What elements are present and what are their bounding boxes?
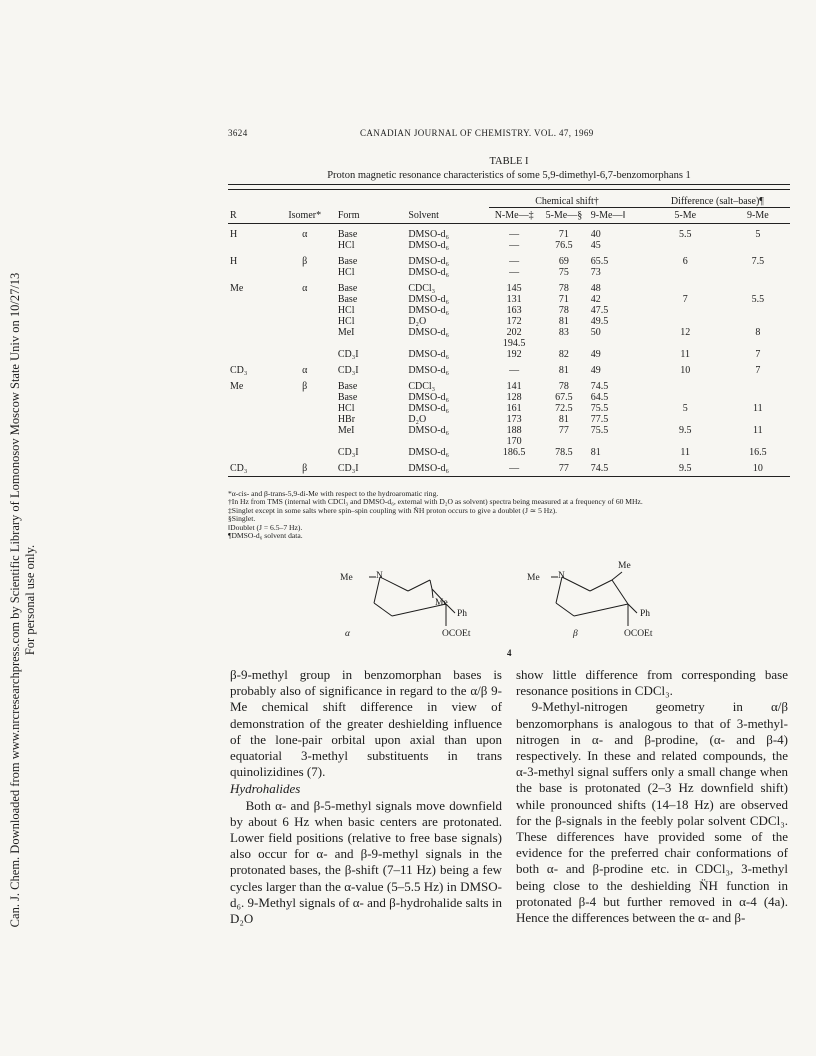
- cell-9-me: 74.5: [589, 458, 645, 477]
- cell-r: [228, 447, 274, 458]
- paragraph: β-9-methyl group in benzomorphan bases is probably also of significance in regard to the α/β 9-Me chemical shift difference in view of demonstration of the greater deshielding influence of the lone-pair orbital upon axial than upon equatorial 3-methyl substituents in trans quinolizidines (7).: [230, 667, 502, 780]
- cell-n-me: 145 131 163 172 202 194.5: [502, 283, 526, 349]
- cell-5-me: 71 76.5: [555, 229, 573, 251]
- alpha-ph-label: Ph: [457, 609, 468, 619]
- footnote: ¶DMSO-d₆ solvent data.: [228, 531, 303, 541]
- cell-diff-9-me: 7.5: [751, 256, 765, 267]
- cell-5-me: 78 71 78 81 83: [558, 283, 569, 338]
- table-row: [228, 224, 790, 252]
- cell-diff-5-me: 10: [680, 365, 691, 376]
- cell-5-me: 77: [539, 458, 589, 477]
- paragraph: Both α- and β-5-methyl signals move downfield by about 6 Hz when basic centers are protonated. Lower field positions (relative to free base signals) also occur for α- and β-9-methyl signals in the protonated bases, the β-shift (7–11 Hz) being a few cycles larger than the α-value (5–5.5 Hz) in DMSO-d₆. 9-Methyl signals of α- and β-hydrohalide salts in D₂O: [230, 797, 502, 927]
- cell-form: CD₃I: [337, 447, 359, 458]
- cell-n-me: 141 128 161 173 188 170: [506, 381, 522, 447]
- alpha-n-atom: N: [376, 571, 383, 581]
- beta-ph-label: Ph: [640, 609, 651, 619]
- paragraph: 9-Methyl-nitrogen geometry in α/β benzomorphans is analogous to that of 3-methyl-nitrogen in α- and β-prodine, (α- and β-4) respectively. In these and related compounds, the α-3-methyl signal suffers only a small change when the base is protonated (2–3 Hz downfield shift) while pronounced shifts (14–18 Hz) are observed for the β-signals in the feebly polar solvent CDCl₃. These differences have provided some of the evidence for the preferred chair conformations of both α- and β-prodine etc. in CDCl₃, 3-methyl being close to the deshielding N̈H function in protonated β-4 but further removed in α-4 (4a). Hence the differences between the α- and β-: [516, 699, 788, 926]
- cell-5-me: 82: [558, 349, 569, 360]
- watermark-line-1: Can. J. Chem. Downloaded from www.nrcresearchpress.com by Scientific Library of Lomonosov Moscow State Univ on 10/27/13: [8, 272, 22, 928]
- cell-isomer: β: [302, 256, 308, 267]
- beta-n-atom: N: [558, 571, 565, 581]
- cell-r: Me: [230, 283, 244, 294]
- cell-n-me: —: [509, 365, 520, 376]
- cell-n-me: 192: [506, 349, 522, 360]
- prodine-structures: [0, 558, 816, 658]
- cell-diff-5-me: 11: [680, 447, 691, 458]
- cell-form: Base Base HCl HCl MeI: [337, 283, 358, 338]
- body-column-left: [230, 667, 502, 927]
- alpha-me-label: Me: [435, 598, 448, 608]
- col-header-n-me: N-Me—‡: [489, 208, 539, 224]
- cell-r: H: [230, 256, 238, 267]
- footnote: †In Hz from TMS (internal with CDCl₃ and DMSO-d₆, external with D₂O as solvent) spectra being measured at a frequency of 60 MHz.: [228, 497, 643, 507]
- cell-isomer: β: [274, 458, 336, 477]
- cell-n-me: — —: [509, 229, 520, 251]
- beta-me-n-label: Me: [527, 573, 540, 583]
- alpha-me-n-label: Me: [340, 573, 353, 583]
- cell-diff-9-me: 16.5: [749, 447, 767, 458]
- footnote: ‡Singlet except in some salts where spin–spin coupling with N̈H proton occurs to give a doublet (J ≃ 5 Hz).: [228, 505, 558, 515]
- cell-isomer: α: [302, 283, 308, 294]
- cell-9-me: 49: [590, 365, 601, 376]
- cell-n-me: —: [489, 458, 539, 477]
- cell-diff-5-me: 6: [682, 256, 688, 267]
- beta-ester-label: OCOEt: [624, 629, 653, 639]
- col-header-solvent: Solvent: [406, 208, 489, 224]
- cell-diff-9-me: 10: [726, 458, 790, 477]
- table-row: [228, 376, 790, 447]
- cell-solvent: DMSO-d₆: [408, 349, 450, 360]
- cell-diff-9-me: 5: [755, 229, 761, 240]
- cell-diff-9-me: 5.5 8: [751, 294, 765, 338]
- download-watermark: [0, 0, 46, 1056]
- cell-r: H: [230, 229, 238, 240]
- cell-diff-9-me: 7: [755, 349, 761, 360]
- cell-solvent: DMSO-d₆ DMSO-d₆: [408, 229, 450, 251]
- cell-isomer: α: [302, 365, 308, 376]
- cell-9-me: 49: [590, 349, 601, 360]
- cell-solvent: DMSO-d₆: [406, 458, 489, 477]
- col-header-form: Form: [336, 208, 407, 224]
- col-header-diff-9-me: 9-Me: [726, 208, 790, 224]
- cell-5-me: 78.5: [555, 447, 573, 458]
- cell-form: CD₃I: [337, 365, 359, 376]
- cell-r: CD₃: [228, 458, 274, 477]
- table-label: TABLE I: [489, 156, 529, 167]
- alpha-ester-label: OCOEt: [442, 629, 471, 639]
- cell-diff-5-me: 5 9.5: [678, 403, 692, 436]
- col-header-5-me: 5-Me—§: [539, 208, 589, 224]
- footnote: *α-cis- and β-trans-5,9-di-Me with respect to the hydroaromatic ring.: [228, 489, 439, 498]
- cell-diff-5-me: 7 12: [680, 294, 691, 338]
- footnote: §Singlet.: [228, 514, 256, 524]
- table-row: [228, 447, 790, 458]
- cell-5-me: 81: [558, 365, 569, 376]
- cell-form: CD₃I: [337, 349, 359, 360]
- cell-form: CD₃I: [336, 458, 407, 477]
- cell-solvent: CDCl₃ DMSO-d₆ DMSO-d₆ D₂O DMSO-d₆: [408, 283, 450, 338]
- body-column-right: [516, 667, 788, 926]
- cell-9-me: 81: [590, 447, 601, 458]
- watermark-line-2: For personal use only.: [23, 544, 37, 656]
- cell-isomer: [274, 447, 336, 458]
- cell-isomer: β: [302, 381, 308, 392]
- cell-diff-9-me: 11 11: [753, 403, 763, 436]
- col-header-r: R: [228, 208, 274, 224]
- cell-solvent: DMSO-d₆: [408, 365, 450, 376]
- table-row: [228, 458, 790, 477]
- cell-r: CD₃: [230, 365, 248, 376]
- col-header-9-me: 9-Me—‖: [589, 208, 645, 224]
- cell-solvent: DMSO-d₆: [408, 447, 450, 458]
- group-header-chemical-shift: Chemical shift†: [489, 193, 645, 208]
- table-row: [228, 251, 790, 278]
- col-header-isomer: Isomer*: [274, 208, 336, 224]
- compound-number: 4: [507, 648, 512, 658]
- cell-form: Base HCl: [337, 229, 358, 251]
- beta-label: β: [573, 629, 578, 639]
- col-header-diff-5-me: 5-Me: [645, 208, 726, 224]
- table-row: [228, 349, 790, 360]
- cell-diff-5-me: 5.5: [678, 229, 692, 240]
- table-footnotes: [228, 490, 790, 540]
- cell-9-me: 40 45: [590, 229, 601, 251]
- footnote: ‖Doublet (J = 6.5–7 Hz).: [228, 522, 303, 532]
- cell-diff-9-me: 7: [755, 365, 761, 376]
- alpha-label: α: [345, 629, 350, 639]
- beta-me-label: Me: [618, 561, 631, 571]
- table-row: [228, 278, 790, 349]
- cell-5-me: 69 75: [558, 256, 569, 278]
- table-caption: Proton magnetic resonance characteristics of some 5,9-dimethyl-6,7-benzomorphans 1: [327, 170, 691, 181]
- cell-r: [228, 349, 274, 360]
- group-header-difference: Difference (salt–base)¶: [645, 193, 790, 208]
- table-row: [228, 360, 790, 376]
- pmr-table: [228, 184, 790, 477]
- cell-form: Base HCl: [337, 256, 358, 278]
- cell-diff-5-me: 11: [680, 349, 691, 360]
- section-heading: Hydrohalides: [230, 781, 301, 797]
- cell-isomer: [274, 349, 336, 360]
- cell-9-me: 48 42 47.5 49.5 50: [590, 283, 609, 338]
- cell-9-me: 65.5 73: [590, 256, 609, 278]
- cell-5-me: 78 67.5 72.5 81 77: [555, 381, 573, 436]
- paragraph: show little difference from corresponding base resonance positions in CDCl₃.: [516, 667, 788, 699]
- cell-form: Base Base HCl HBr MeI: [337, 381, 358, 436]
- cell-r: Me: [230, 381, 244, 392]
- cell-solvent: CDCl₃ DMSO-d₆ DMSO-d₆ D₂O DMSO-d₆: [408, 381, 450, 436]
- cell-n-me: 186.5: [502, 447, 526, 458]
- cell-diff-5-me: 9.5: [645, 458, 726, 477]
- cell-n-me: — —: [509, 256, 520, 278]
- journal-title: CANADIAN JOURNAL OF CHEMISTRY. VOL. 47, 1969: [360, 128, 594, 138]
- cell-9-me: 74.5 64.5 75.5 77.5 75.5: [590, 381, 609, 436]
- cell-solvent: DMSO-d₆ DMSO-d₆: [408, 256, 450, 278]
- cell-isomer: α: [302, 229, 308, 240]
- page-number: 3624: [228, 128, 248, 138]
